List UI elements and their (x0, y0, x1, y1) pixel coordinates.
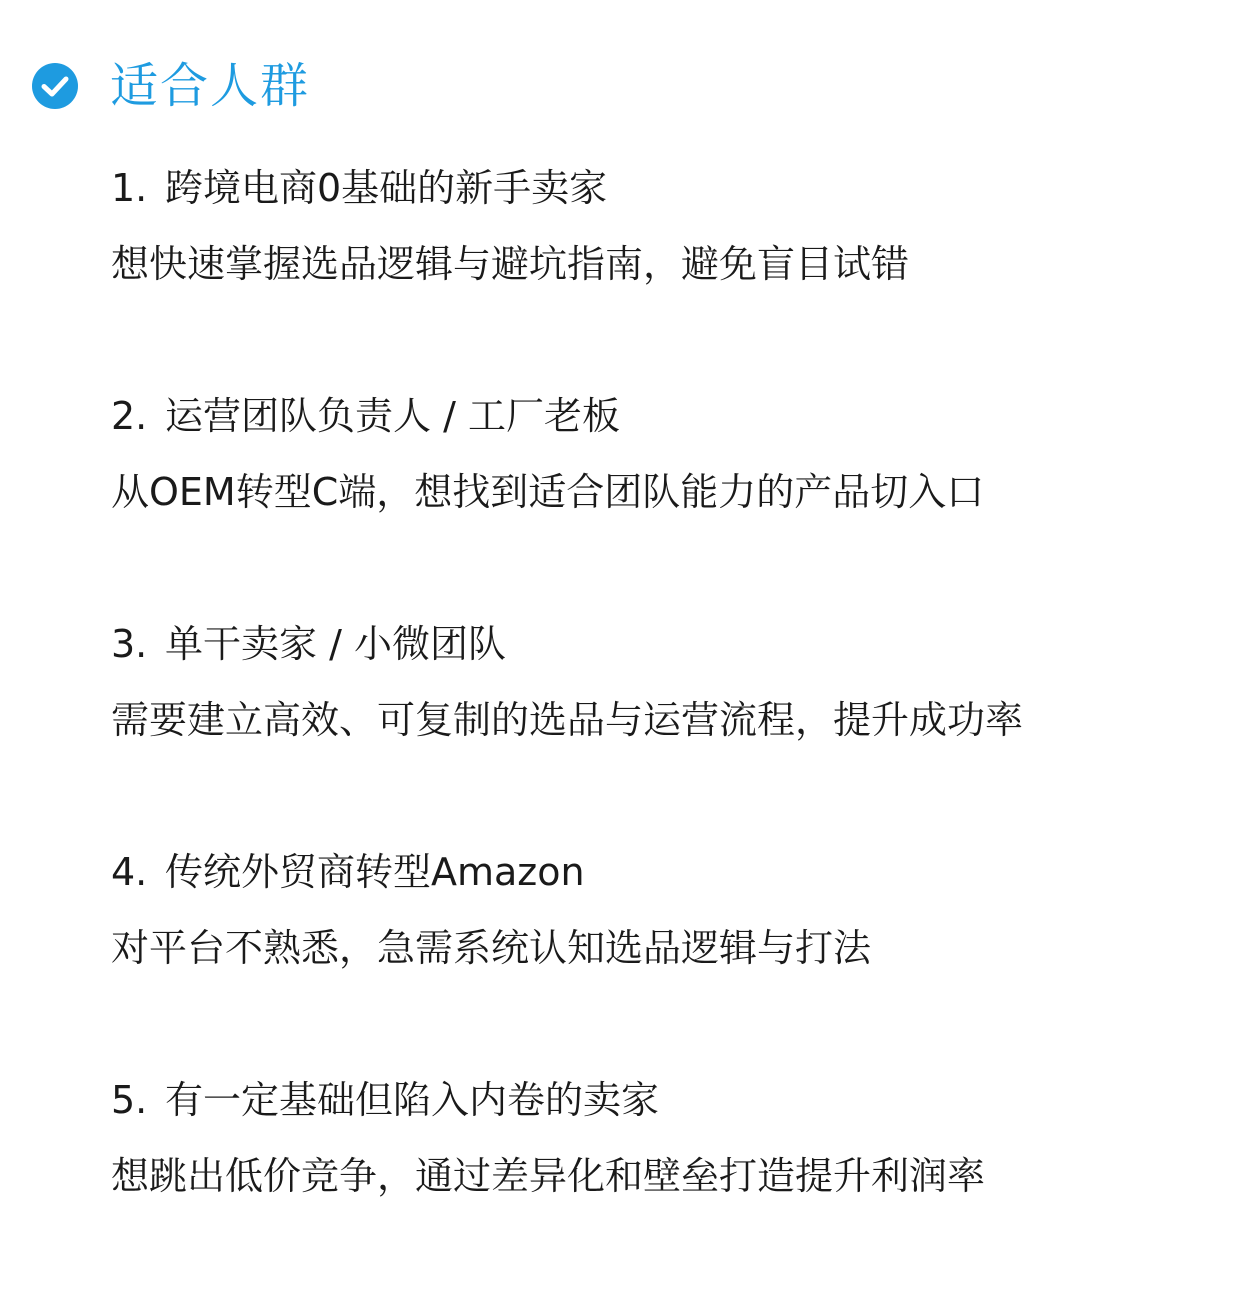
item-description: 对平台不熟悉，急需系统认知选品逻辑与打法 (111, 926, 872, 970)
item-description: 需要建立高效、可复制的选品与运营流程，提升成功率 (111, 698, 1024, 742)
list-item (111, 378, 1211, 606)
section-title: 适合人群 (110, 58, 311, 114)
item-title: 跨境电商0基础的新手卖家 (165, 166, 608, 210)
item-description: 想跳出低价竞争，通过差异化和壁垒打造提升利润率 (111, 1154, 986, 1198)
item-number: 4. (111, 850, 148, 894)
check-circle-icon (32, 63, 78, 109)
item-number: 5. (111, 1078, 148, 1122)
item-heading (111, 150, 1211, 226)
item-title: 传统外贸商转型Amazon (165, 850, 585, 894)
list-item (111, 1062, 1211, 1290)
list-item (111, 606, 1211, 834)
item-title: 单干卖家 / 小微团队 (165, 622, 506, 666)
item-description: 从OEM转型C端，想找到适合团队能力的产品切入口 (111, 470, 985, 514)
item-title: 运营团队负责人 / 工厂老板 (165, 394, 620, 438)
item-heading (111, 1062, 1211, 1138)
item-number: 1. (111, 166, 148, 210)
item-description: 想快速掌握选品逻辑与避坑指南，避免盲目试错 (111, 242, 910, 286)
item-heading (111, 834, 1211, 910)
audience-list (111, 150, 1211, 1290)
section-header (32, 56, 310, 116)
item-title: 有一定基础但陷入内卷的卖家 (165, 1078, 660, 1122)
item-heading (111, 606, 1211, 682)
item-heading (111, 378, 1211, 454)
list-item (111, 150, 1211, 378)
item-number: 2. (111, 394, 148, 438)
item-number: 3. (111, 622, 148, 666)
list-item (111, 834, 1211, 1062)
